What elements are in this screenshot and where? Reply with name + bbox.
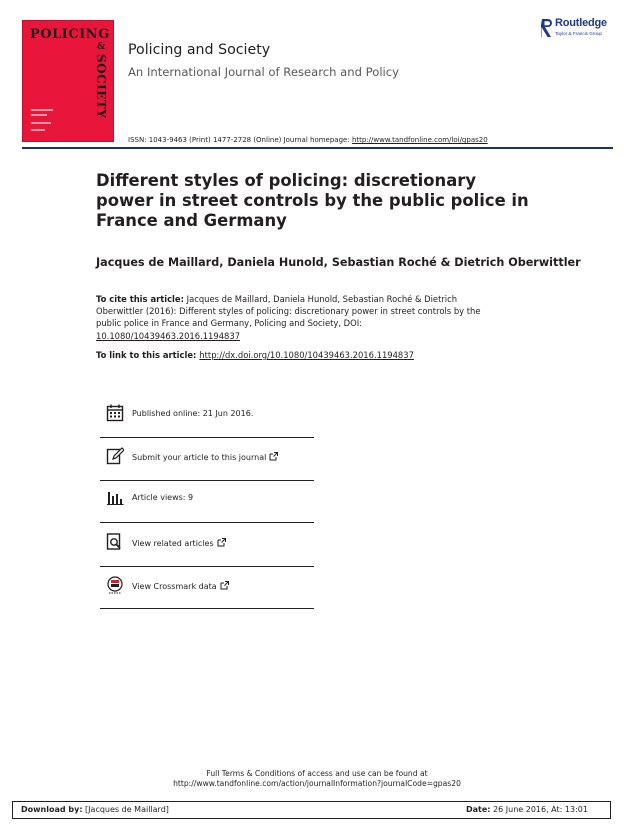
issn-text: ISSN: 1043-9463 (Print) 1477-2728 (Online) Journal homepage:: [128, 136, 352, 144]
download-label: Download by:: [21, 805, 83, 814]
cite-label: To cite this article:: [96, 294, 184, 304]
article-views-row: [100, 488, 314, 518]
publisher-tagline: Taylor & Francis Group: [555, 31, 602, 36]
divider: [100, 437, 314, 438]
terms-block: [0, 769, 634, 790]
edit-pencil-icon: [106, 447, 124, 465]
divider: [100, 480, 314, 481]
date-value: 26 June 2016, At: 13:01: [490, 805, 588, 814]
download-by: [21, 805, 169, 814]
link-label: To link to this article:: [96, 350, 200, 360]
header-divider: [22, 147, 613, 149]
cite-doi-link[interactable]: 10.1080/10439463.2016.1194837: [96, 330, 241, 341]
related-articles-label: View related articles: [132, 539, 214, 548]
download-value: [Jacques de Maillard]: [82, 805, 169, 814]
external-link-icon: [269, 452, 278, 461]
download-info-bar: [12, 801, 611, 819]
article-title: Different styles of policing: discretionary power in street controls by the public police in France and Germany: [96, 171, 529, 230]
article-views-count: Article views: 9: [132, 493, 194, 502]
search-document-icon: [106, 533, 124, 551]
journal-subtitle: An International Journal of Research and Policy: [128, 65, 399, 79]
crossmark-icon: [106, 576, 124, 594]
divider: [100, 608, 314, 609]
crossmark-link[interactable]: [132, 581, 229, 591]
cover-title-line1: POLICING: [30, 27, 110, 42]
divider: [100, 522, 314, 523]
cite-text: Jacques de Maillard, Daniela Hunold, Sebastian Roché & Dietrich Oberwittler (2016): Different styles of policing: discretionary power in street controls by the public police in France and Germany, Policing and Society, DOI:: [96, 294, 481, 329]
external-link-icon: [217, 538, 226, 547]
published-row: [100, 404, 314, 434]
date-label: Date:: [466, 805, 491, 814]
bar-chart-icon: [106, 488, 124, 506]
journal-homepage-link[interactable]: http://www.tandfonline.com/loi/gpas20: [351, 136, 488, 144]
published-date: Published online: 21 Jun 2016.: [132, 409, 254, 418]
terms-text: Full Terms & Conditions of access and use can be found at: [206, 769, 428, 778]
journal-cover-image: [22, 20, 114, 142]
article-link-block: [96, 350, 414, 360]
external-link-icon: [220, 581, 229, 590]
calendar-icon: [106, 404, 124, 422]
submit-article-label: Submit your article to this journal: [132, 453, 267, 462]
citation-block: [96, 293, 496, 342]
download-date: [466, 805, 588, 814]
terms-link[interactable]: http://www.tandfonline.com/action/journalInformation?journalCode=gpas20: [173, 779, 461, 789]
issn-line: [128, 136, 488, 144]
divider: [100, 566, 314, 567]
crossmark-row[interactable]: [100, 576, 314, 606]
related-articles-row[interactable]: [100, 533, 314, 563]
cover-title-line2: SOCIETY: [94, 54, 108, 119]
article-doi-link[interactable]: http://dx.doi.org/10.1080/10439463.2016.1194837: [199, 350, 414, 360]
publisher-name: Routledge: [555, 17, 607, 29]
journal-title: Policing and Society: [128, 42, 271, 58]
submit-article-row[interactable]: [100, 447, 314, 477]
submit-article-link[interactable]: [132, 452, 278, 462]
cover-ampersand: &: [97, 42, 106, 52]
article-authors: Jacques de Maillard, Daniela Hunold, Sebastian Roché & Dietrich Oberwittler: [96, 256, 581, 269]
crossmark-label: View Crossmark data: [132, 582, 217, 591]
related-articles-link[interactable]: [132, 538, 226, 548]
